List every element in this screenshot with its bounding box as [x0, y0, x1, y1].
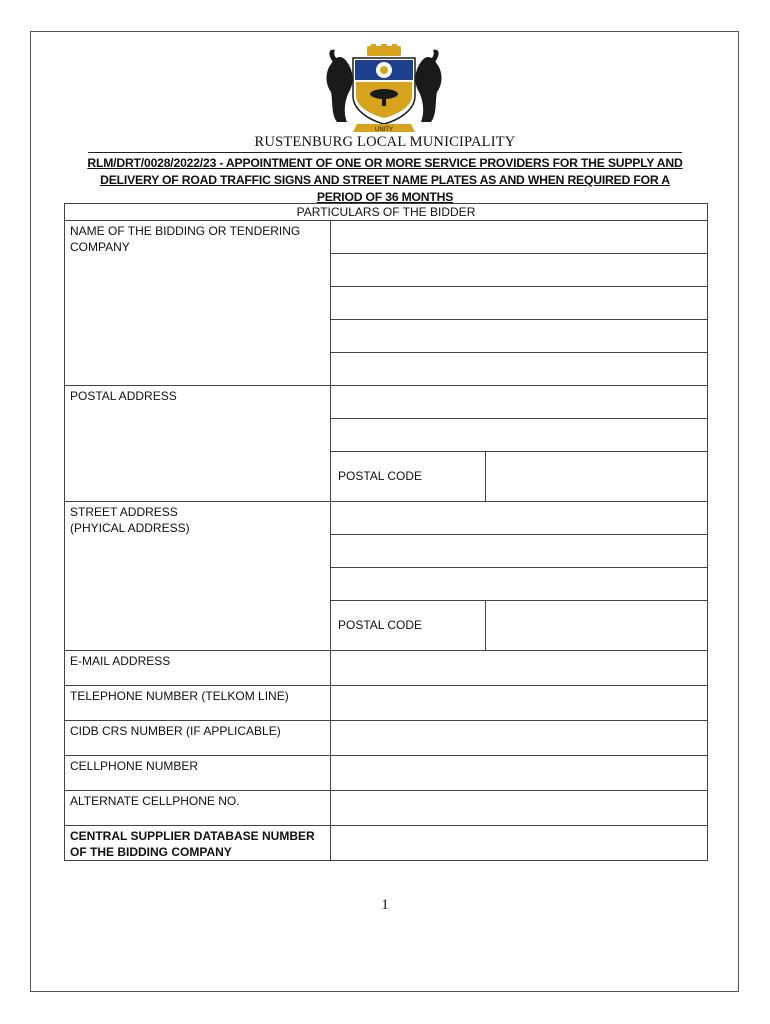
street-address-field-3[interactable] [331, 568, 708, 601]
page-number: 1 [381, 897, 389, 913]
cidb-field[interactable] [331, 721, 708, 756]
telephone-label: TELEPHONE NUMBER (TELKOM LINE) [65, 686, 331, 721]
company-name-field-3[interactable] [331, 287, 708, 320]
street-postal-code-field[interactable] [486, 601, 708, 651]
municipality-name: RUSTENBURG LOCAL MUNICIPALITY [254, 134, 516, 150]
csd-label: CENTRAL SUPPLIER DATABASE NUMBER OF THE BIDDING COMPANY [65, 826, 331, 861]
cellphone-field[interactable] [331, 756, 708, 791]
email-label: E-MAIL ADDRESS [65, 651, 331, 686]
alt-cellphone-field[interactable] [331, 791, 708, 826]
company-name-field-2[interactable] [331, 254, 708, 287]
bidder-particulars-table [64, 203, 708, 861]
postal-code-field[interactable] [486, 452, 708, 502]
crest-left-animal [327, 57, 353, 122]
postal-address-label: POSTAL ADDRESS [65, 386, 331, 502]
crest-right-animal [415, 57, 441, 122]
street-address-subtitle: (PHYICAL ADDRESS) [70, 521, 190, 535]
alt-cellphone-label: ALTERNATE CELLPHONE NO. [65, 791, 331, 826]
company-name-field-4[interactable] [331, 320, 708, 353]
street-address-field-2[interactable] [331, 535, 708, 568]
postal-code-label: POSTAL CODE [331, 452, 486, 502]
section-header: PARTICULARS OF THE BIDDER [65, 204, 708, 221]
municipal-crest-logo [323, 44, 445, 136]
street-address-field-1[interactable] [331, 502, 708, 535]
csd-field[interactable] [331, 826, 708, 861]
street-postal-code-label: POSTAL CODE [331, 601, 486, 651]
street-address-title: STREET ADDRESS [70, 505, 178, 519]
email-field[interactable] [331, 651, 708, 686]
street-address-label [65, 502, 331, 651]
header-divider [88, 152, 682, 153]
postal-address-field-1[interactable] [331, 386, 708, 419]
company-name-field-5[interactable] [331, 353, 708, 386]
company-name-field-1[interactable] [331, 221, 708, 254]
crest-motto: UNITY [375, 127, 393, 133]
postal-address-field-2[interactable] [331, 419, 708, 452]
company-name-label: NAME OF THE BIDDING OR TENDERING COMPANY [65, 221, 331, 386]
cellphone-label: CELLPHONE NUMBER [65, 756, 331, 791]
tender-title: RLM/DRT/0028/2022/23 - APPOINTMENT OF ONE OR MORE SERVICE PROVIDERS FOR THE SUPPLY AND DELIVERY OF ROAD TRAFFIC SIGNS AND STREET NAME PLATES AS AND WHEN REQUIRED FOR A PERIOD OF 36 MONTHS [87, 156, 683, 204]
cidb-label: CIDB CRS NUMBER (IF APPLICABLE) [65, 721, 331, 756]
telephone-field[interactable] [331, 686, 708, 721]
